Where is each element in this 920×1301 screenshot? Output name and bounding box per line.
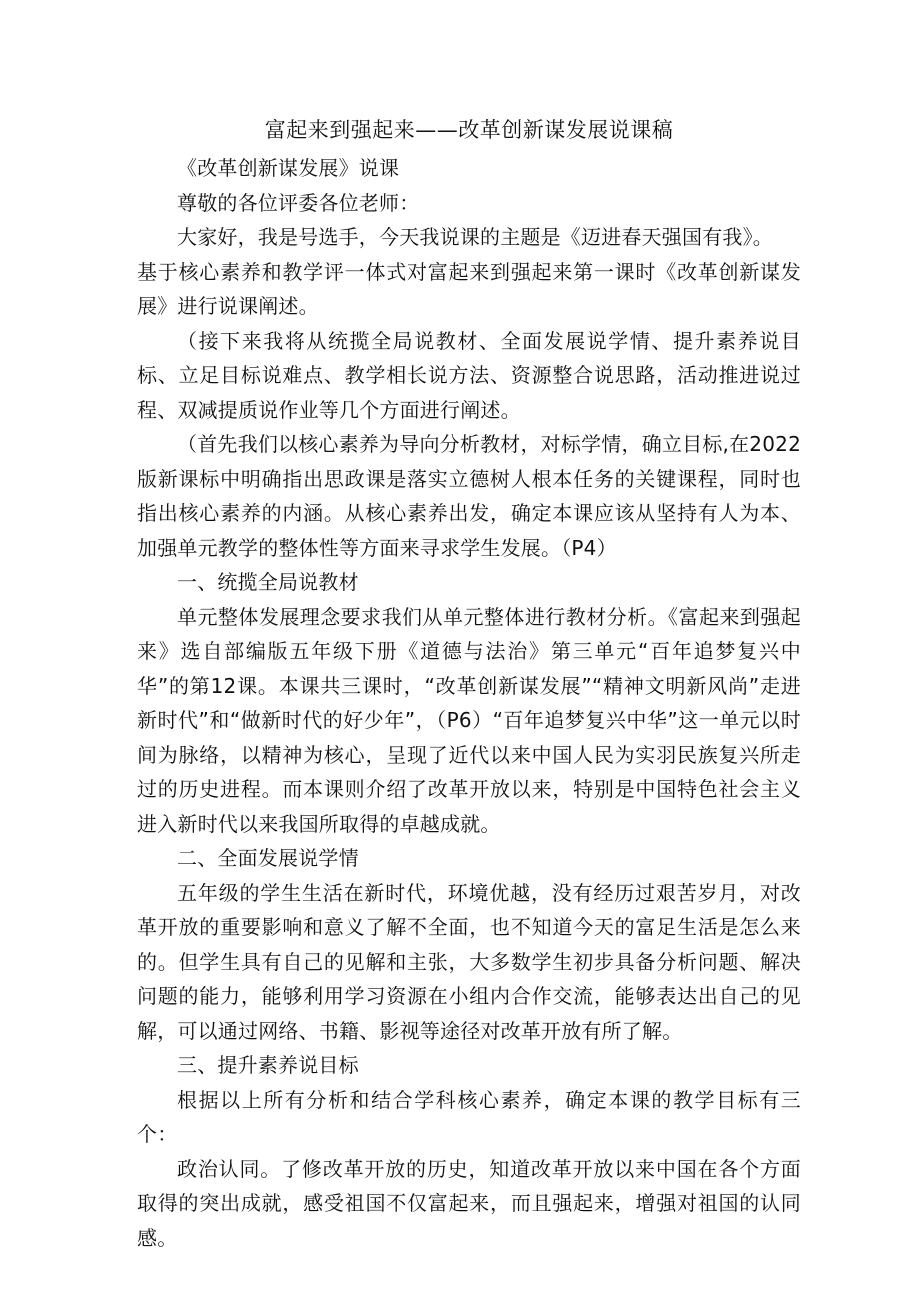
student-analysis-paragraph: 五年级的学生生活在新时代，环境优越，没有经历过艰苦岁月，对改革开放的重要影响和意义了解不全面，也不知道今天的富足生活是怎么来的。但学生具有自己的见解和主张，大多数学生初步具备分析问题、解决问题的能力，能够利用学习资源在小组内合作交流，能够表达出自己的见解，可以通过网络、书籍、影视等途径对改革开放有所了解。	[137, 880, 801, 1043]
goals-intro-paragraph: 根据以上所有分析和结合学科核心素养，确定本课的教学目标有三个：	[137, 1087, 801, 1146]
section-heading-textbook: 一、统揽全局说教材	[177, 570, 359, 594]
outline-paragraph: （接下来我将从统揽全局说教材、全面发展说学情、提升素养说目标、立足目标说难点、教学相长说方法、资源整合说思路，活动推进说过程、双减提质说作业等几个方面进行阐述。	[137, 328, 801, 422]
textbook-analysis-paragraph: 单元整体发展理念要求我们从单元整体进行教材分析。《富起来到强起来》选自部编版五年级下册《道德与法治》第三单元“百年追梦复兴中华”的第12课。本课共三课时，“改革创新谋发展”“精神文明新风尚”走进新时代”和“做新时代的好少年”，（P6）“百年追梦复兴中华”这一单元以时间为脉络，以精神为核心，呈现了近代以来中国人民为实羽民族复兴所走过的历史进程。而本课则介绍了改革开放以来，特别是中国特色社会主义进入新时代以来我国所取得的卓越成就。	[137, 604, 801, 836]
document-body	[137, 151, 801, 1255]
greeting-line: 尊敬的各位评委各位老师：	[177, 190, 420, 215]
section-heading-goals: 三、提升素养说目标	[177, 1053, 359, 1077]
document-title: 富起来到强起来——改革创新谋发展说课稿	[264, 118, 674, 142]
core-literacy-paragraph: （首先我们以核心素养为导向分析教材，对标学情，确立目标,在2022版新课标中明确指出思政课是落实立德树人根本任务的关键课程，同时也指出核心素养的内涵。从核心素养出发，确定本课应该从坚持有人为本、加强单元教学的整体性等方面来寻求学生发展。（P4）	[137, 432, 801, 560]
political-identity-paragraph: 政治认同。了修改革开放的历史，知道改革开放以来中国在各个方面取得的突出成就，感受祖国不仅富起来，而且强起来，增强对祖国的认同感。	[137, 1156, 801, 1250]
intro-paragraph: 大家好，我是号选手，今天我说课的主题是《迈进春天强国有我》。	[177, 225, 773, 249]
section-heading-students: 二、全面发展说学情	[177, 846, 359, 870]
subtitle-line: 《改革创新谋发展》说课	[177, 156, 400, 180]
basis-paragraph: 基于核心素养和教学评一体式对富起来到强起来第一课时《改革创新谋发展》进行说课阐述。	[137, 259, 801, 318]
